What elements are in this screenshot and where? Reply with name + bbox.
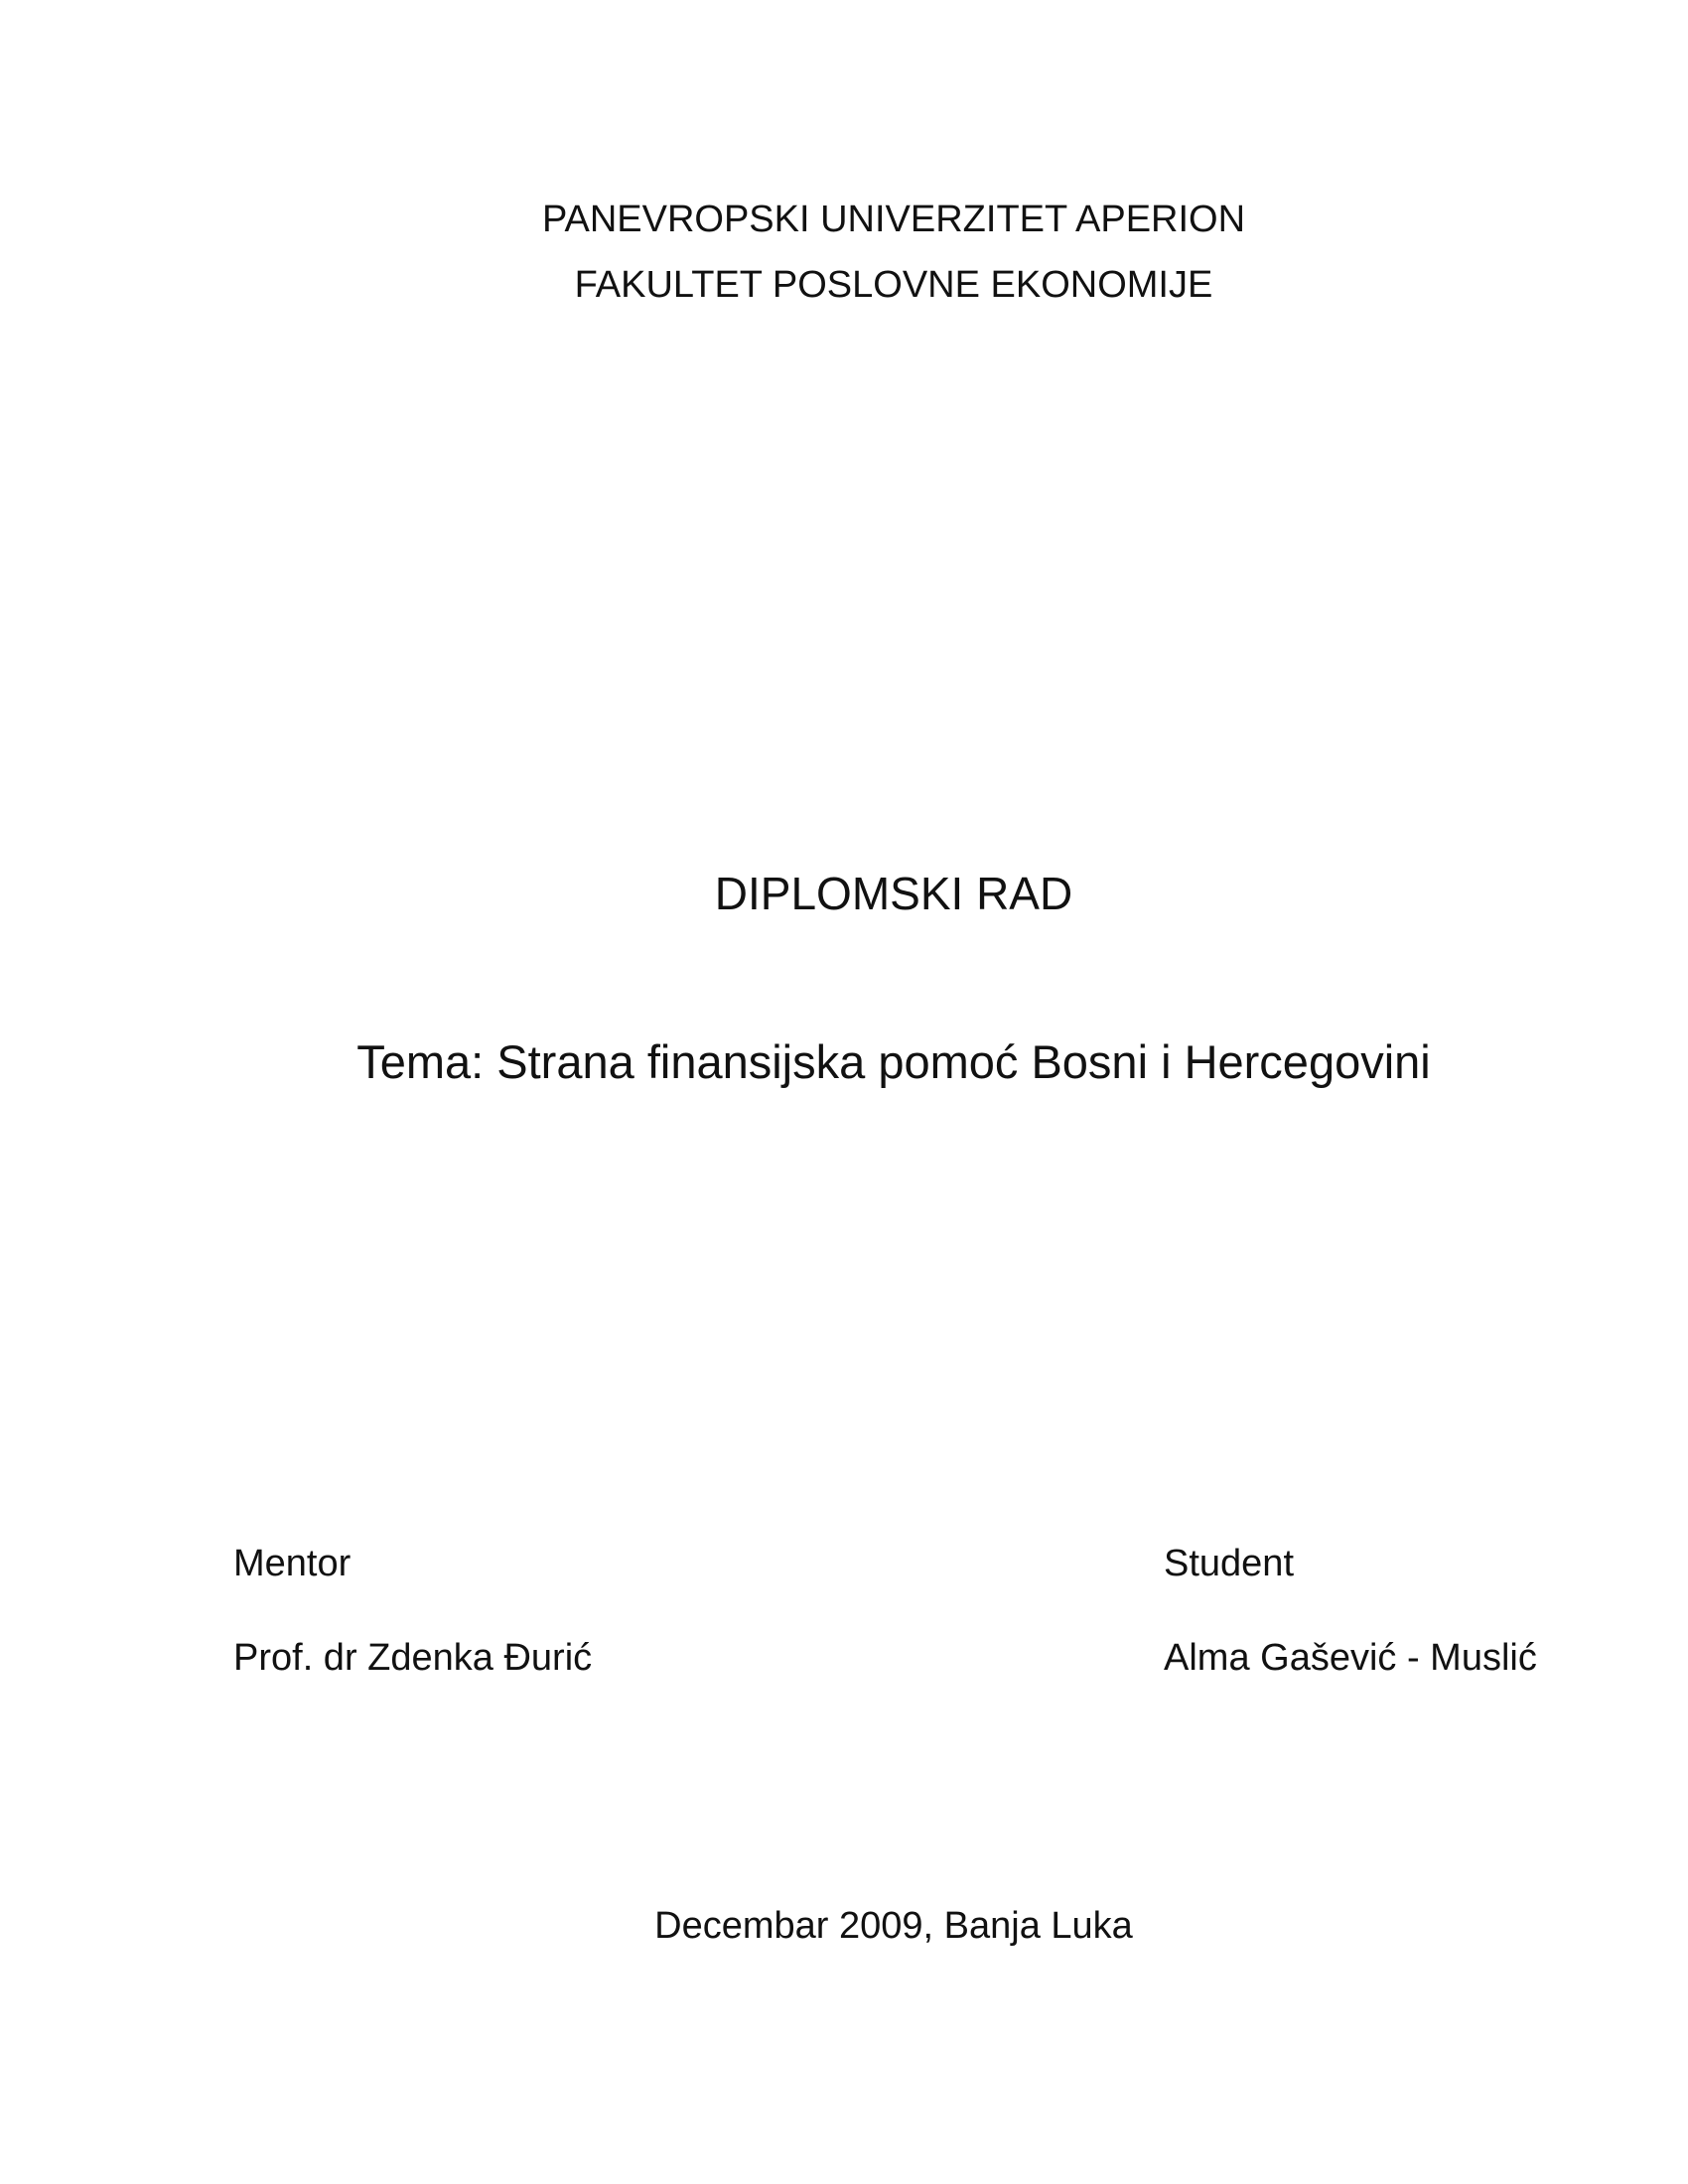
mentor-label: Mentor — [233, 1543, 352, 1584]
student-label: Student — [1164, 1543, 1294, 1584]
mentor-name: Prof. dr Zdenka Đurić — [233, 1637, 593, 1679]
faculty-name: FAKULTET POSLOVNE EKONOMIJE — [574, 264, 1213, 306]
university-name: PANEVROPSKI UNIVERZITET APERION — [541, 199, 1246, 240]
thesis-topic: Tema: Strana finansijska pomoć Bosni i Hercegovini — [356, 1035, 1431, 1088]
document-type-heading: DIPLOMSKI RAD — [714, 868, 1073, 919]
date-and-place: Decembar 2009, Banja Luka — [654, 1905, 1133, 1947]
student-name: Alma Gašević - Muslić — [1164, 1637, 1537, 1679]
